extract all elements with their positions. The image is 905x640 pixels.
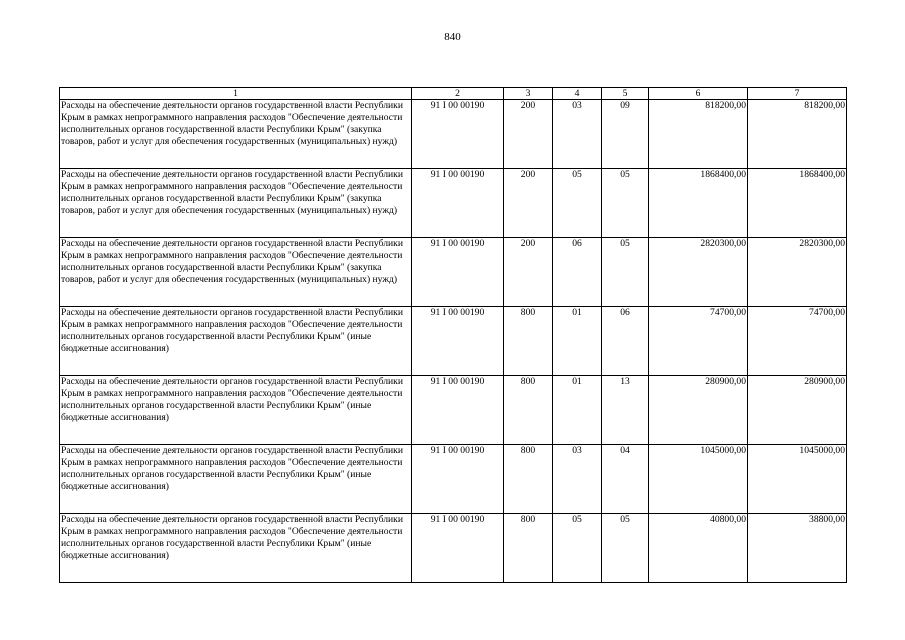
row-expense-type: 800	[504, 445, 553, 514]
table-row	[60, 100, 847, 169]
header-col-1: 1	[60, 88, 412, 100]
row-subsection: 05	[602, 514, 649, 583]
row-subsection: 09	[602, 100, 649, 169]
row-target-code: 91 I 00 00190	[412, 238, 504, 307]
row-description: Расходы на обеспечение деятельности органов государственной власти Республики Крым в рамках непрограммного направления расходов "Обеспечение деятельности исполнительных органов государственной власти Республики Крым" (закупка товаров, работ и услуг для обеспечения государственных (муниципальных) нужд)	[60, 100, 412, 169]
row-description: Расходы на обеспечение деятельности органов государственной власти Республики Крым в рамках непрограммного направления расходов "Обеспечение деятельности исполнительных органов государственной власти Республики Крым" (иные бюджетные ассигнования)	[60, 445, 412, 514]
row-amount-col6: 280900,00	[649, 376, 748, 445]
row-subsection: 13	[602, 376, 649, 445]
row-amount-col6: 40800,00	[649, 514, 748, 583]
header-col-5: 5	[602, 88, 649, 100]
row-description: Расходы на обеспечение деятельности органов государственной власти Республики Крым в рамках непрограммного направления расходов "Обеспечение деятельности исполнительных органов государственной власти Республики Крым" (иные бюджетные ассигнования)	[60, 514, 412, 583]
budget-table	[59, 87, 847, 583]
row-description: Расходы на обеспечение деятельности органов государственной власти Республики Крым в рамках непрограммного направления расходов "Обеспечение деятельности исполнительных органов государственной власти Республики Крым" (закупка товаров, работ и услуг для обеспечения государственных (муниципальных) нужд)	[60, 169, 412, 238]
row-expense-type: 800	[504, 376, 553, 445]
table-row	[60, 376, 847, 445]
row-amount-col7: 74700,00	[748, 307, 847, 376]
header-col-7: 7	[748, 88, 847, 100]
row-amount-col6: 1045000,00	[649, 445, 748, 514]
row-section: 01	[553, 307, 602, 376]
row-description: Расходы на обеспечение деятельности органов государственной власти Республики Крым в рамках непрограммного направления расходов "Обеспечение деятельности исполнительных органов государственной власти Республики Крым" (иные бюджетные ассигнования)	[60, 376, 412, 445]
row-target-code: 91 I 00 00190	[412, 100, 504, 169]
row-amount-col7: 818200,00	[748, 100, 847, 169]
row-amount-col6: 1868400,00	[649, 169, 748, 238]
table-row	[60, 169, 847, 238]
row-subsection: 04	[602, 445, 649, 514]
row-section: 01	[553, 376, 602, 445]
header-col-3: 3	[504, 88, 553, 100]
row-amount-col6: 74700,00	[649, 307, 748, 376]
row-target-code: 91 I 00 00190	[412, 169, 504, 238]
row-amount-col7: 1868400,00	[748, 169, 847, 238]
header-col-2: 2	[412, 88, 504, 100]
header-col-4: 4	[553, 88, 602, 100]
row-amount-col6: 2820300,00	[649, 238, 748, 307]
row-description: Расходы на обеспечение деятельности органов государственной власти Республики Крым в рамках непрограммного направления расходов "Обеспечение деятельности исполнительных органов государственной власти Республики Крым" (иные бюджетные ассигнования)	[60, 307, 412, 376]
row-expense-type: 800	[504, 514, 553, 583]
row-amount-col7: 2820300,00	[748, 238, 847, 307]
row-target-code: 91 I 00 00190	[412, 514, 504, 583]
row-target-code: 91 I 00 00190	[412, 445, 504, 514]
header-col-6: 6	[649, 88, 748, 100]
table-row	[60, 307, 847, 376]
table-row	[60, 514, 847, 583]
row-description: Расходы на обеспечение деятельности органов государственной власти Республики Крым в рамках непрограммного направления расходов "Обеспечение деятельности исполнительных органов государственной власти Республики Крым" (закупка товаров, работ и услуг для обеспечения государственных (муниципальных) нужд)	[60, 238, 412, 307]
row-expense-type: 800	[504, 307, 553, 376]
table-row	[60, 238, 847, 307]
row-amount-col7: 38800,00	[748, 514, 847, 583]
row-section: 03	[553, 100, 602, 169]
row-section: 06	[553, 238, 602, 307]
row-amount-col6: 818200,00	[649, 100, 748, 169]
row-expense-type: 200	[504, 238, 553, 307]
row-expense-type: 200	[504, 169, 553, 238]
row-target-code: 91 I 00 00190	[412, 376, 504, 445]
page-number: 840	[444, 31, 461, 43]
row-section: 05	[553, 514, 602, 583]
row-subsection: 06	[602, 307, 649, 376]
row-subsection: 05	[602, 238, 649, 307]
table-header-row	[60, 88, 847, 100]
row-target-code: 91 I 00 00190	[412, 307, 504, 376]
table-row	[60, 445, 847, 514]
row-section: 05	[553, 169, 602, 238]
row-section: 03	[553, 445, 602, 514]
row-subsection: 05	[602, 169, 649, 238]
row-amount-col7: 280900,00	[748, 376, 847, 445]
row-amount-col7: 1045000,00	[748, 445, 847, 514]
row-expense-type: 200	[504, 100, 553, 169]
